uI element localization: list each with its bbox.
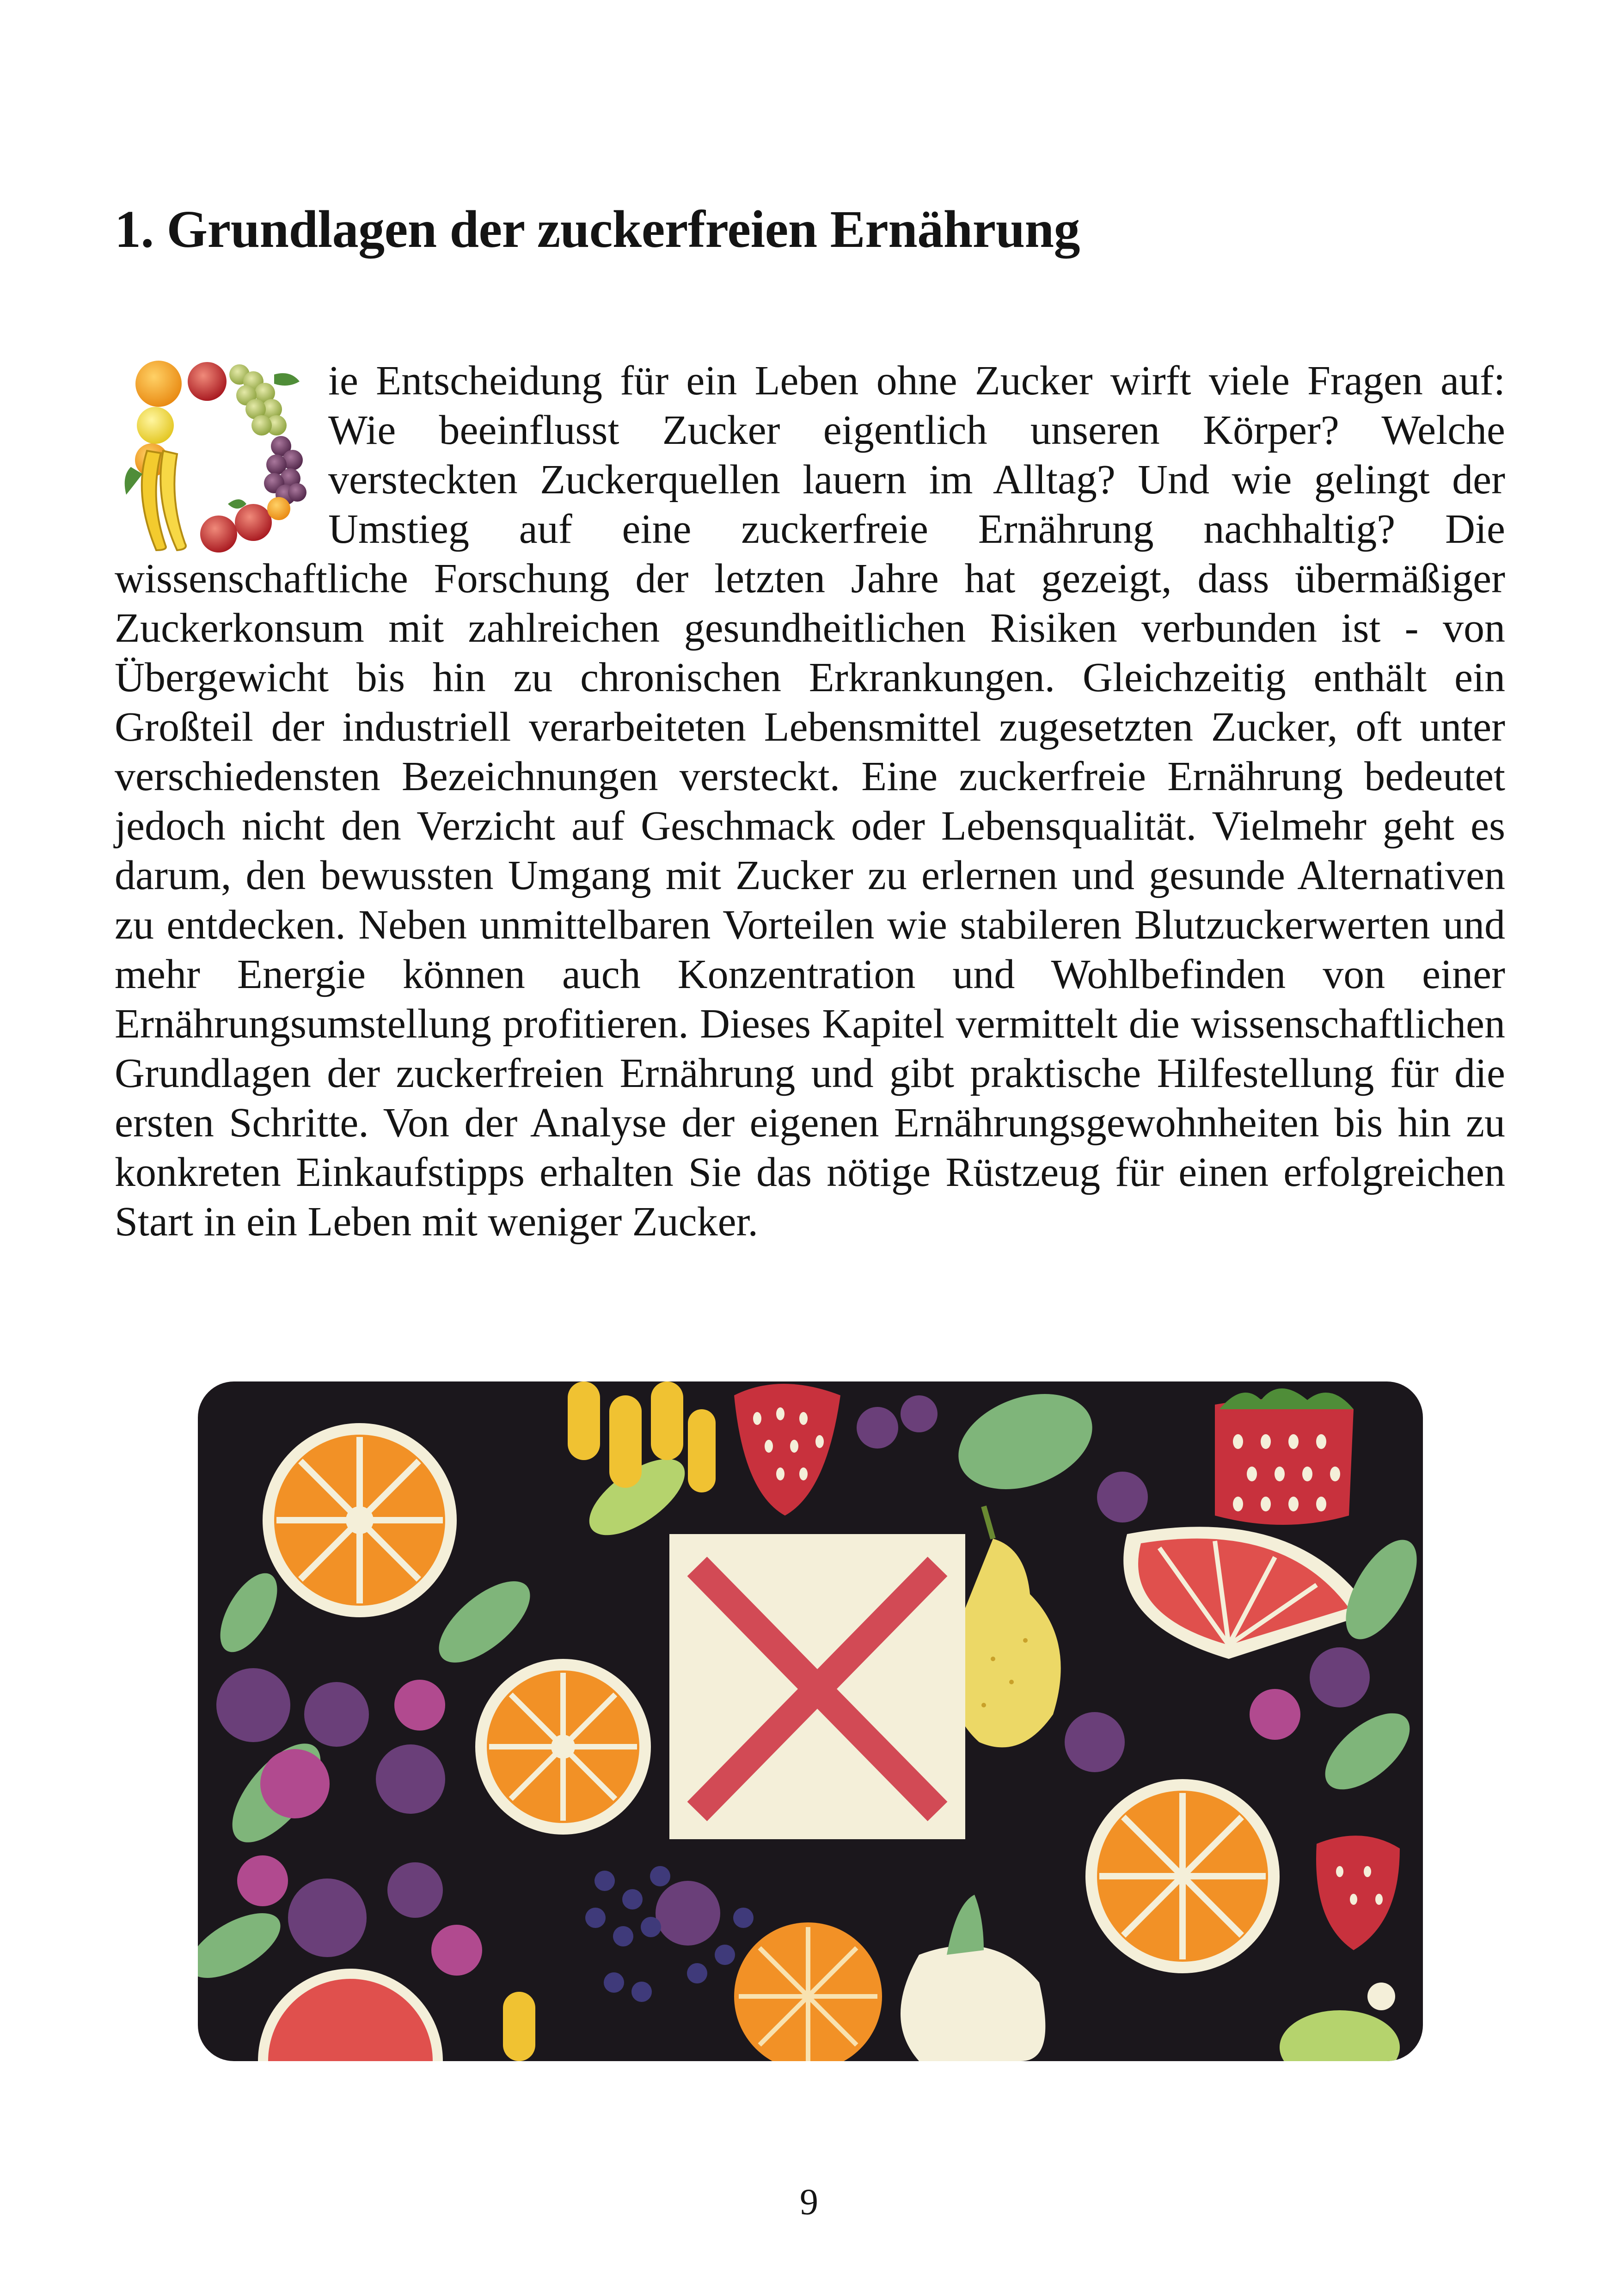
chapter-body: ie Entscheidung für ein Leben ohne Zucker wirft viele Fragen auf: Wie beeinflusst Zucker eigentlich unseren Körper? Welche versteckten Zuckerquellen lauern im Alltag? Und wie gelingt der Umstieg auf eine zuckerfreie Ernährung nachhaltig? Die wissenschaftliche Forschung der letzten Jahre hat gezeigt, dass übermäßiger Zuckerkonsum mit zahlreichen gesundheitlichen Risiken verbunden ist - von Übergewicht bis hin zu chronischen Erkrankungen. Gleichzeitig enthält ein Großteil der industriell verarbeiteten Lebensmittel zugesetzten Zucker, oft unter verschiedensten Bezeichnungen versteckt. Eine zuckerfreie Ernährung bedeutet jedoch nicht den Verzicht auf Geschmack oder Lebensqualität. Vielmehr geht es darum, den bewussten Umgang mit Zucker zu erlernen und gesunde Alternativen zu entdecken. Neben unmittelbaren Vorteilen wie stabileren Blutzuckerwerten und mehr Energie können auch Konzentration und Wohlbefinden von einer Ernährungsumstellung profitieren. Dieses Kapitel vermittelt die wissenschaftlichen Grundlagen der zuckerfreien Ernährung und gibt praktische Hilfestellung für die ersten Schritte. Von der Analyse der eigenen Ernährungsgewohnheiten bis hin zu konkreten Einkaufstipps erhalten Sie das nötige Rüstzeug für einen erfolgreichen Start in ein Leben mit weniger Zucker. [115, 358, 1505, 1245]
chapter-body-text [115, 356, 1505, 1246]
lime-icon [1367, 1983, 1395, 2010]
orange-slice-icon [475, 1659, 651, 1835]
no-sugar-cross-icon [669, 1534, 965, 1839]
page-number: 9 [800, 2182, 818, 2222]
strawberry-icon [1215, 1388, 1354, 1525]
chapter-heading: 1. Grundlagen der zuckerfreien Ernährung [115, 200, 1080, 258]
orange-slice-icon [1085, 1779, 1280, 1973]
fruit-illustration-no-sugar [198, 1381, 1423, 2061]
drop-cap-space [115, 356, 328, 554]
orange-slice-icon [263, 1423, 457, 1617]
